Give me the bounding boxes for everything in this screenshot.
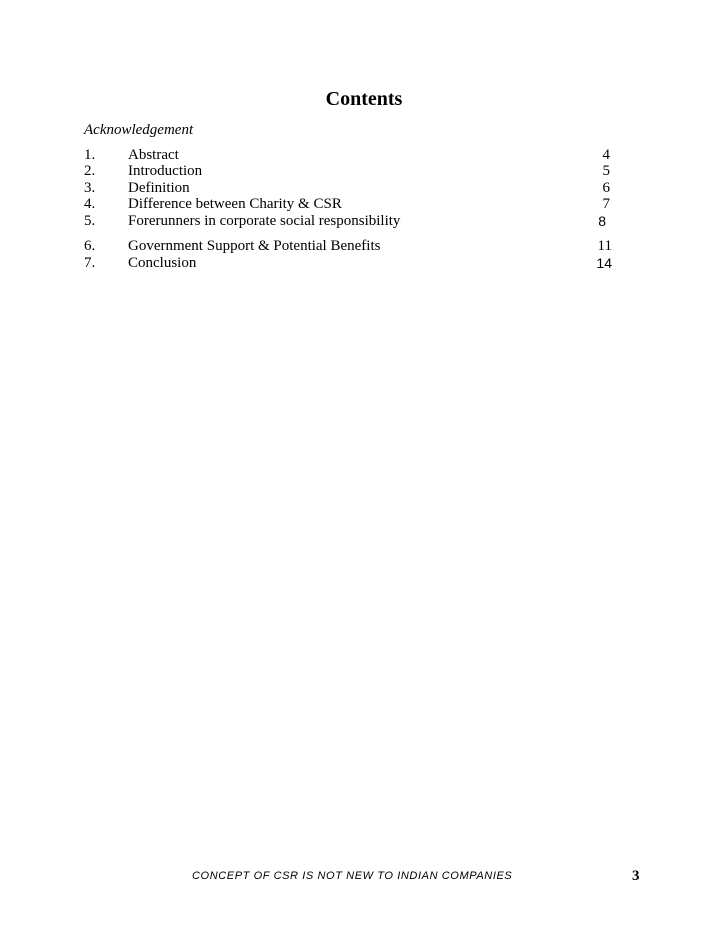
toc-row-forerunners — [84, 213, 614, 230]
toc-number: 5. — [84, 213, 96, 229]
toc-page: 6 — [602, 180, 610, 196]
toc-number: 1. — [84, 147, 96, 163]
toc-title: Difference between Charity & CSR — [128, 196, 342, 212]
toc-row-definition — [84, 180, 614, 197]
toc-title: Conclusion — [128, 255, 197, 271]
toc-row-abstract — [84, 147, 614, 164]
toc-row-conclusion — [84, 255, 614, 272]
toc-page: 14 — [596, 255, 612, 271]
toc-title: Forerunners in corporate social responsibility — [128, 213, 401, 229]
toc-page: 5 — [602, 163, 610, 179]
toc-page: 4 — [602, 147, 610, 163]
toc-title: Government Support & Potential Benefits — [128, 238, 381, 254]
page-title-text: Contents — [325, 88, 403, 110]
toc-number: 7. — [84, 255, 96, 271]
toc-row-introduction — [84, 163, 614, 180]
toc-page: 7 — [602, 196, 610, 212]
toc-page: 11 — [597, 238, 612, 254]
toc-title: Definition — [128, 180, 190, 196]
toc-row-government-support — [84, 238, 614, 255]
toc-title: Introduction — [128, 163, 203, 179]
footer-running-title: CONCEPT OF CSR IS NOT NEW TO INDIAN COMPANIES — [192, 870, 513, 882]
toc-number: 4. — [84, 196, 96, 212]
page-number: 3 — [632, 868, 640, 884]
toc-row-charity-vs-csr — [84, 196, 614, 213]
toc-page: 8 — [598, 213, 606, 229]
acknowledgement-entry: Acknowledgement — [84, 122, 194, 138]
toc-number: 6. — [84, 238, 96, 254]
toc-number: 3. — [84, 180, 96, 196]
page-title — [0, 87, 728, 111]
toc-title: Abstract — [128, 147, 179, 163]
toc-number: 2. — [84, 163, 96, 179]
